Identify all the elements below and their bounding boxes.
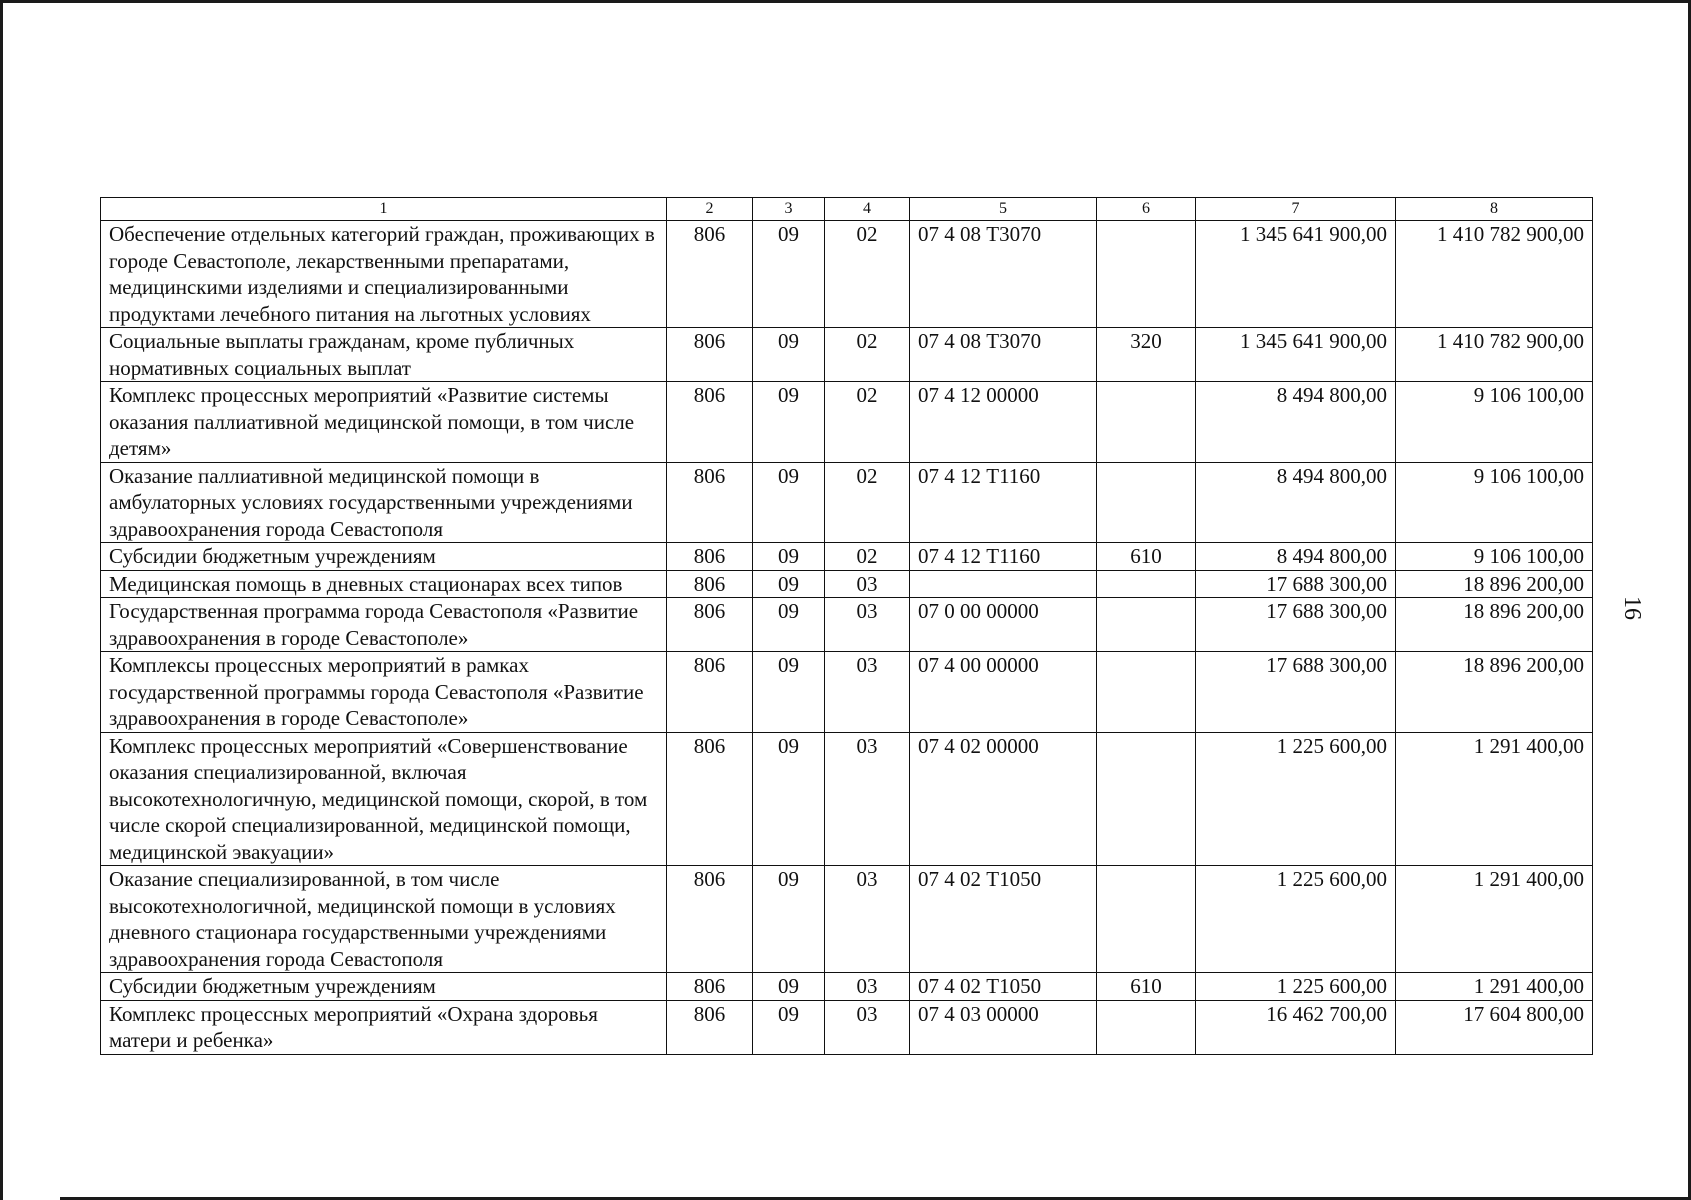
- table-row: [101, 1000, 1593, 1054]
- column-header-5: 5: [910, 198, 1097, 221]
- amount-year1-cell: 1 225 600,00: [1196, 866, 1396, 973]
- ministry-code-cell: 806: [667, 866, 753, 973]
- budget-table: [100, 197, 1593, 1055]
- expense-type-cell: [1097, 732, 1196, 866]
- amount-year1-cell: 1 345 641 900,00: [1196, 221, 1396, 328]
- amount-year1-cell: 1 225 600,00: [1196, 973, 1396, 1001]
- table-row: [101, 866, 1593, 973]
- section-cell: 09: [753, 328, 825, 382]
- target-article-cell: 07 4 02 00000: [910, 732, 1097, 866]
- target-article-cell: 07 4 12 00000: [910, 382, 1097, 463]
- expense-type-cell: [1097, 866, 1196, 973]
- ministry-code-cell: 806: [667, 221, 753, 328]
- table-row: [101, 652, 1593, 733]
- section-cell: 09: [753, 543, 825, 571]
- subsection-cell: 03: [825, 732, 910, 866]
- section-cell: 09: [753, 598, 825, 652]
- expense-type-cell: [1097, 598, 1196, 652]
- description-cell: Субсидии бюджетным учреждениям: [101, 543, 667, 571]
- description-cell: Субсидии бюджетным учреждениям: [101, 973, 667, 1001]
- scan-border-top: [0, 0, 1691, 3]
- table-row: [101, 328, 1593, 382]
- ministry-code-cell: 806: [667, 328, 753, 382]
- amount-year2-cell: 9 106 100,00: [1396, 462, 1593, 543]
- amount-year2-cell: 1 291 400,00: [1396, 973, 1593, 1001]
- ministry-code-cell: 806: [667, 598, 753, 652]
- column-header-7: 7: [1196, 198, 1396, 221]
- expense-type-cell: 320: [1097, 328, 1196, 382]
- description-cell: Оказание паллиативной медицинской помощи в амбулаторных условиях государственными учреждениями здравоохранения города Севастополя: [101, 462, 667, 543]
- amount-year2-cell: 1 410 782 900,00: [1396, 328, 1593, 382]
- description-cell: Комплекс процессных мероприятий «Развитие системы оказания паллиативной медицинской помощи, в том числе детям»: [101, 382, 667, 463]
- ministry-code-cell: 806: [667, 732, 753, 866]
- amount-year1-cell: 8 494 800,00: [1196, 462, 1396, 543]
- subsection-cell: 03: [825, 1000, 910, 1054]
- target-article-cell: [910, 570, 1097, 598]
- amount-year2-cell: 18 896 200,00: [1396, 652, 1593, 733]
- expense-type-cell: [1097, 382, 1196, 463]
- amount-year2-cell: 1 291 400,00: [1396, 866, 1593, 973]
- subsection-cell: 02: [825, 221, 910, 328]
- amount-year2-cell: 9 106 100,00: [1396, 543, 1593, 571]
- expense-type-cell: [1097, 462, 1196, 543]
- description-cell: Медицинская помощь в дневных стационарах всех типов: [101, 570, 667, 598]
- section-cell: 09: [753, 382, 825, 463]
- section-cell: 09: [753, 652, 825, 733]
- description-cell: Социальные выплаты гражданам, кроме публичных нормативных социальных выплат: [101, 328, 667, 382]
- amount-year1-cell: 1 225 600,00: [1196, 732, 1396, 866]
- ministry-code-cell: 806: [667, 462, 753, 543]
- page-number: 16: [1619, 596, 1645, 620]
- table-row: [101, 462, 1593, 543]
- table-row: [101, 570, 1593, 598]
- amount-year1-cell: 16 462 700,00: [1196, 1000, 1396, 1054]
- amount-year1-cell: 1 345 641 900,00: [1196, 328, 1396, 382]
- section-cell: 09: [753, 732, 825, 866]
- scan-border-left: [0, 0, 3, 1200]
- subsection-cell: 02: [825, 462, 910, 543]
- table-row: [101, 543, 1593, 571]
- ministry-code-cell: 806: [667, 570, 753, 598]
- section-cell: 09: [753, 221, 825, 328]
- section-cell: 09: [753, 1000, 825, 1054]
- ministry-code-cell: 806: [667, 543, 753, 571]
- amount-year1-cell: 17 688 300,00: [1196, 598, 1396, 652]
- expense-type-cell: [1097, 221, 1196, 328]
- amount-year2-cell: 18 896 200,00: [1396, 598, 1593, 652]
- section-cell: 09: [753, 866, 825, 973]
- expense-type-cell: [1097, 1000, 1196, 1054]
- table-header-row: [101, 198, 1593, 221]
- subsection-cell: 03: [825, 598, 910, 652]
- target-article-cell: 07 4 08 Т3070: [910, 328, 1097, 382]
- subsection-cell: 02: [825, 382, 910, 463]
- column-header-2: 2: [667, 198, 753, 221]
- ministry-code-cell: 806: [667, 973, 753, 1001]
- amount-year1-cell: 8 494 800,00: [1196, 382, 1396, 463]
- description-cell: Комплекс процессных мероприятий «Совершенствование оказания специализированной, включая высокотехнологичную, медицинской помощи, скорой, в том числе скорой специализированной, медицинской помощи, медицинской эвакуации»: [101, 732, 667, 866]
- target-article-cell: 07 4 02 Т1050: [910, 973, 1097, 1001]
- column-header-6: 6: [1097, 198, 1196, 221]
- column-header-8: 8: [1396, 198, 1593, 221]
- table-row: [101, 221, 1593, 328]
- subsection-cell: 03: [825, 973, 910, 1001]
- amount-year1-cell: 8 494 800,00: [1196, 543, 1396, 571]
- amount-year2-cell: 9 106 100,00: [1396, 382, 1593, 463]
- amount-year2-cell: 1 410 782 900,00: [1396, 221, 1593, 328]
- amount-year2-cell: 18 896 200,00: [1396, 570, 1593, 598]
- table-row: [101, 973, 1593, 1001]
- amount-year1-cell: 17 688 300,00: [1196, 652, 1396, 733]
- description-cell: Оказание специализированной, в том числе высокотехнологичной, медицинской помощи в условиях дневного стационара государственными учреждениями здравоохранения города Севастополя: [101, 866, 667, 973]
- section-cell: 09: [753, 973, 825, 1001]
- section-cell: 09: [753, 570, 825, 598]
- subsection-cell: 02: [825, 328, 910, 382]
- expense-type-cell: 610: [1097, 543, 1196, 571]
- description-cell: Комплексы процессных мероприятий в рамках государственной программы города Севастополя «Развитие здравоохранения в городе Севастополе»: [101, 652, 667, 733]
- description-cell: Обеспечение отдельных категорий граждан, проживающих в городе Севастополе, лекарственными препаратами, медицинскими изделиями и специализированными продуктами лечебного питания на льготных условиях: [101, 221, 667, 328]
- subsection-cell: 03: [825, 652, 910, 733]
- target-article-cell: 07 4 02 Т1050: [910, 866, 1097, 973]
- target-article-cell: 07 4 08 Т3070: [910, 221, 1097, 328]
- target-article-cell: 07 4 12 Т1160: [910, 462, 1097, 543]
- amount-year2-cell: 17 604 800,00: [1396, 1000, 1593, 1054]
- amount-year1-cell: 17 688 300,00: [1196, 570, 1396, 598]
- expense-type-cell: 610: [1097, 973, 1196, 1001]
- amount-year2-cell: 1 291 400,00: [1396, 732, 1593, 866]
- subsection-cell: 02: [825, 543, 910, 571]
- ministry-code-cell: 806: [667, 382, 753, 463]
- description-cell: Государственная программа города Севастополя «Развитие здравоохранения в городе Севастополе»: [101, 598, 667, 652]
- target-article-cell: 07 4 12 Т1160: [910, 543, 1097, 571]
- subsection-cell: 03: [825, 866, 910, 973]
- ministry-code-cell: 806: [667, 1000, 753, 1054]
- table-row: [101, 382, 1593, 463]
- target-article-cell: 07 0 00 00000: [910, 598, 1097, 652]
- description-cell: Комплекс процессных мероприятий «Охрана здоровья матери и ребенка»: [101, 1000, 667, 1054]
- table-row: [101, 598, 1593, 652]
- table-body: [101, 221, 1593, 1055]
- ministry-code-cell: 806: [667, 652, 753, 733]
- expense-type-cell: [1097, 570, 1196, 598]
- target-article-cell: 07 4 03 00000: [910, 1000, 1097, 1054]
- column-header-4: 4: [825, 198, 910, 221]
- table-row: [101, 732, 1593, 866]
- subsection-cell: 03: [825, 570, 910, 598]
- column-header-3: 3: [753, 198, 825, 221]
- column-header-1: 1: [101, 198, 667, 221]
- section-cell: 09: [753, 462, 825, 543]
- expense-type-cell: [1097, 652, 1196, 733]
- target-article-cell: 07 4 00 00000: [910, 652, 1097, 733]
